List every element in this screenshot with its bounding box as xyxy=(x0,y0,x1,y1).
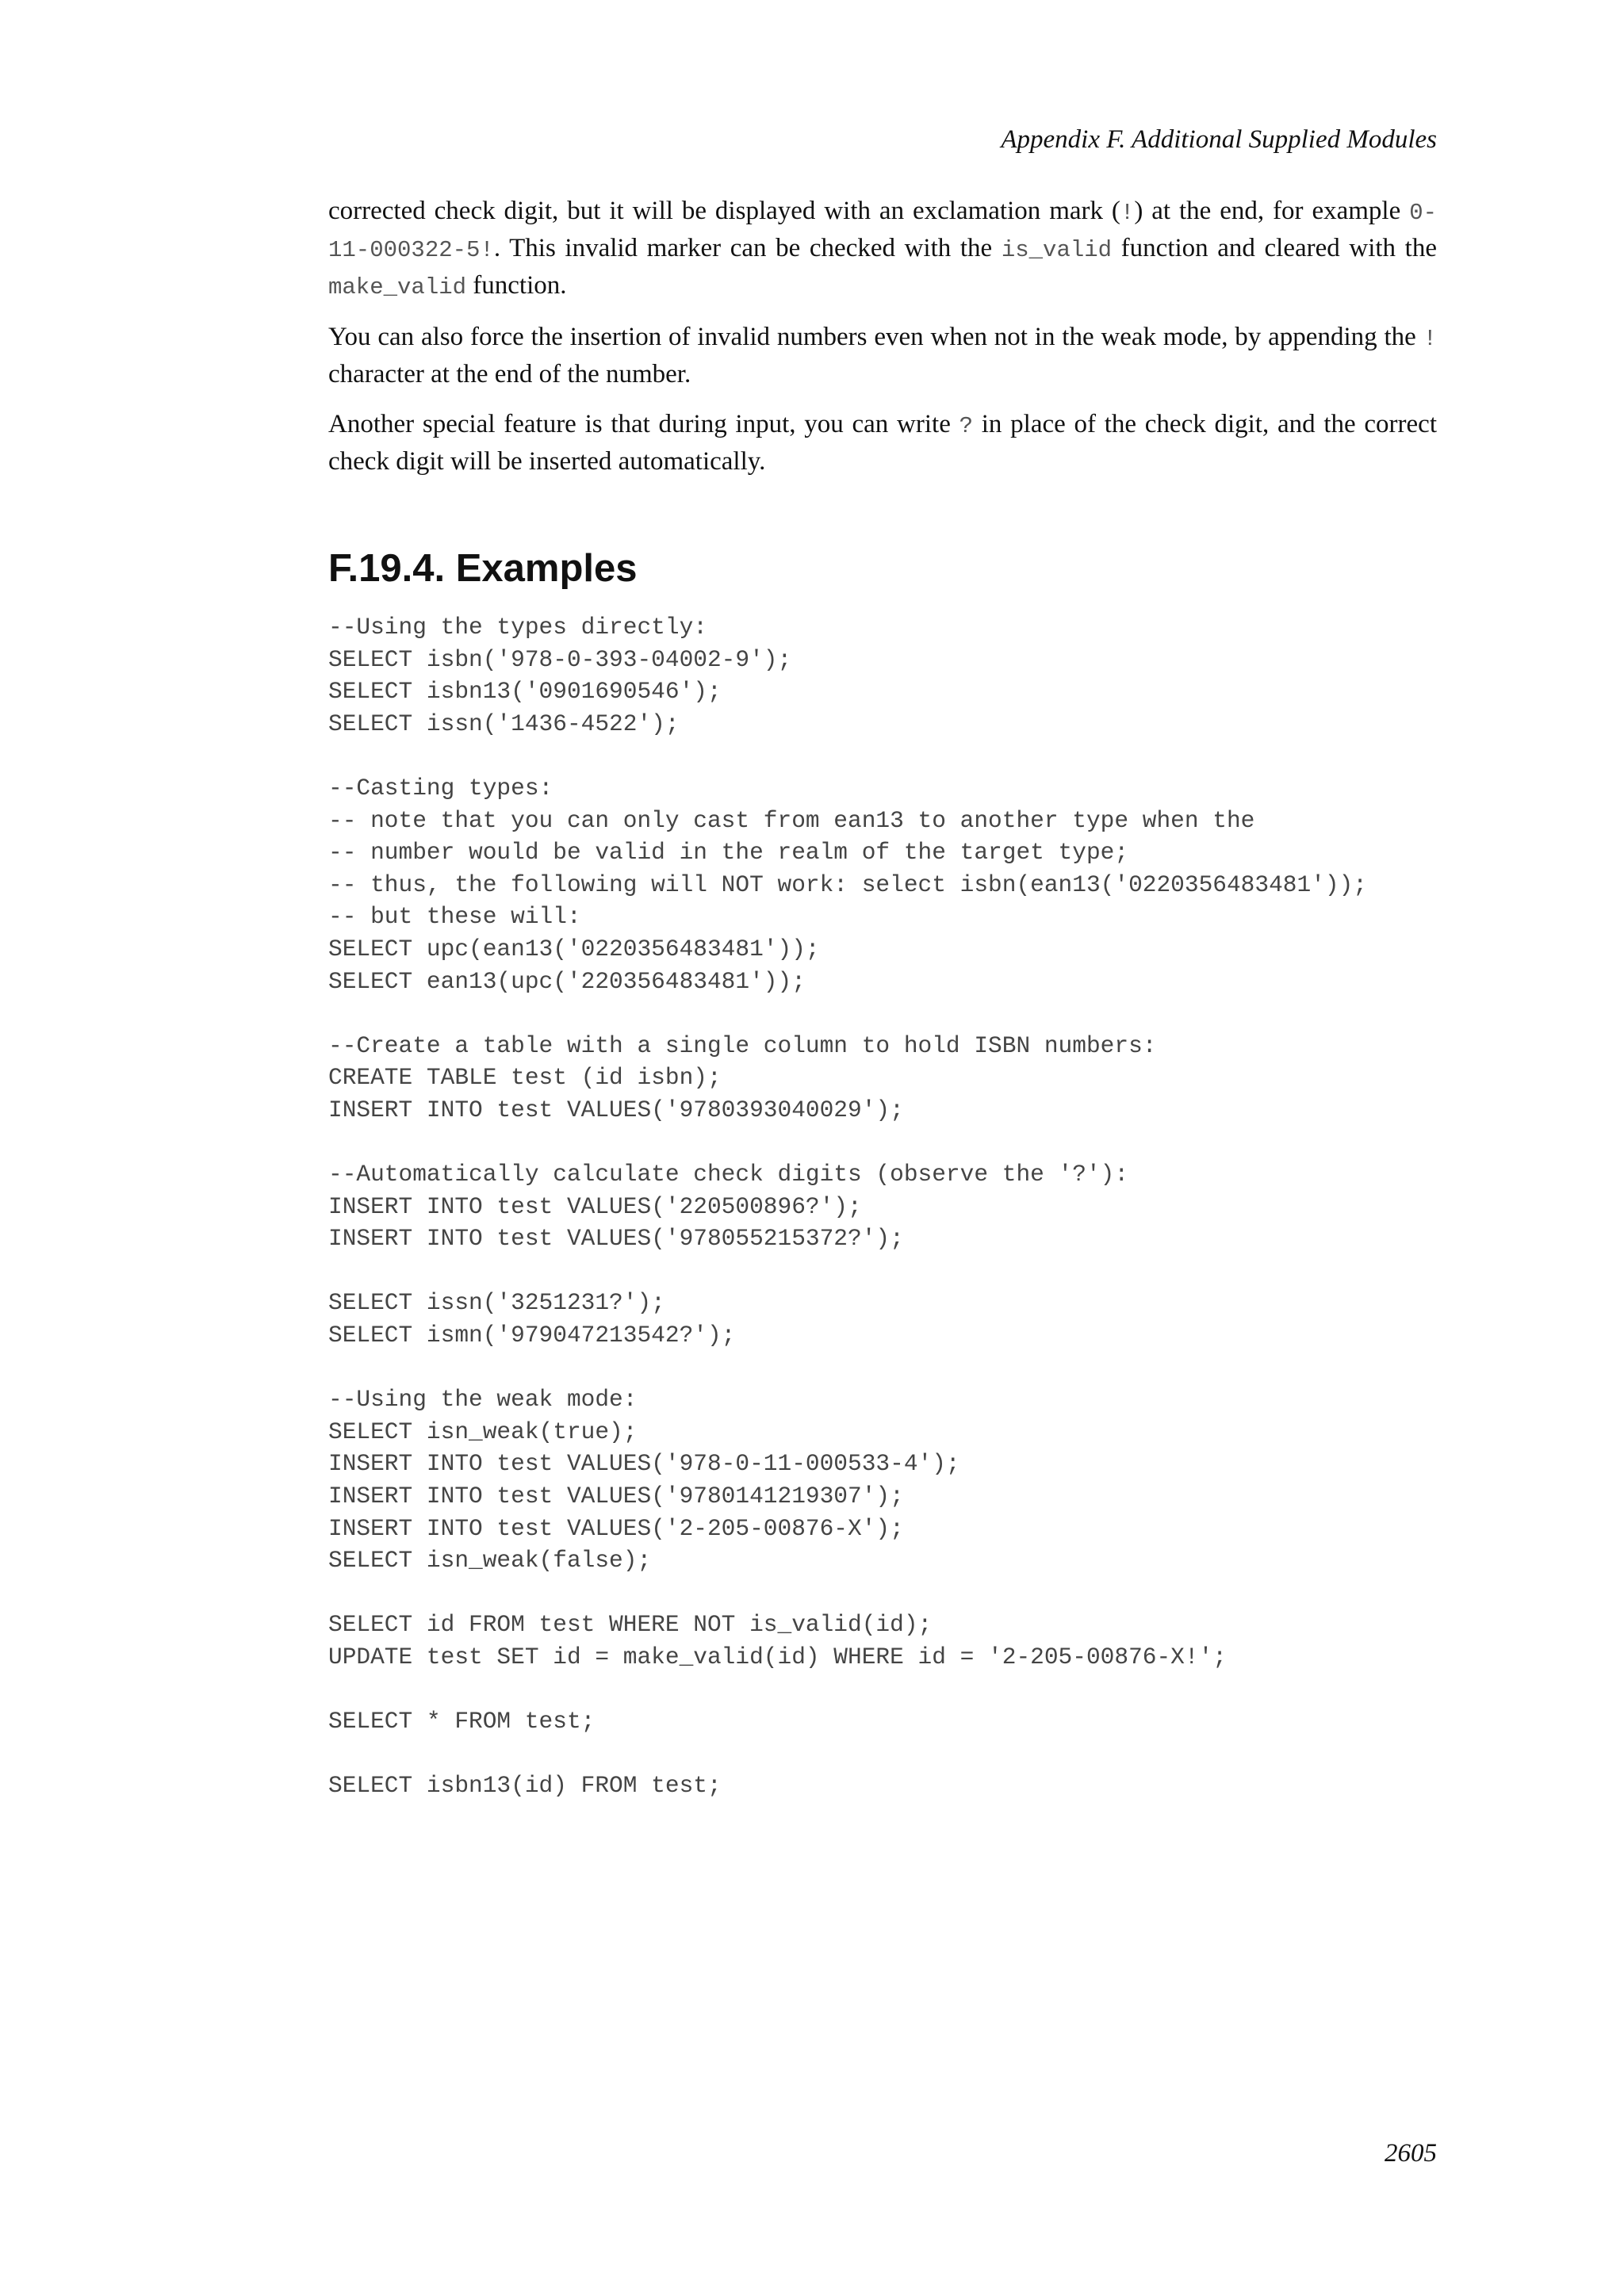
text-segment: ) at the end, for example xyxy=(1134,197,1410,225)
text-segment: function and cleared with the xyxy=(1112,234,1437,262)
text-segment: . This invalid marker can be checked with the xyxy=(493,234,1002,262)
text-segment: You can also force the insertion of invalid numbers even when not in the weak mode, by appending the xyxy=(328,323,1423,351)
text-segment: character at the end of the number. xyxy=(328,360,691,388)
page-content xyxy=(328,193,1437,1802)
section-title: F.19.4. Examples xyxy=(328,547,638,590)
inline-code: ! xyxy=(1423,326,1437,352)
code-line: -- number would be valid in the realm of the target type; xyxy=(328,839,1129,867)
code-line: -- note that you can only cast from ean13 to another type when the xyxy=(328,806,1255,834)
code-line: INSERT INTO test VALUES('2-205-00876-X'); xyxy=(328,1514,904,1542)
code-line: INSERT INTO test VALUES('978-0-11-000533-4'); xyxy=(328,1450,960,1478)
code-blank-line xyxy=(328,1674,1437,1706)
code-line: SELECT ismn('979047213542?'); xyxy=(328,1322,736,1349)
code-blank-line xyxy=(328,1127,1437,1159)
code-line: -- but these will: xyxy=(328,903,581,931)
text-segment: Another special feature is that during input, you can write xyxy=(328,410,959,438)
code-line: SELECT issn('1436-4522'); xyxy=(328,710,680,737)
paragraph-invalid-marker xyxy=(328,193,1437,305)
code-line: SELECT issn('3251231?'); xyxy=(328,1289,665,1317)
code-blank-line xyxy=(328,997,1437,1030)
code-line: SELECT isbn13(id) FROM test; xyxy=(328,1772,722,1800)
code-line: INSERT INTO test VALUES('220500896?'); xyxy=(328,1192,862,1220)
code-line: CREATE TABLE test (id isbn); xyxy=(328,1064,722,1092)
running-header: Appendix F. Additional Supplied Modules xyxy=(1001,125,1437,154)
code-line: SELECT id FROM test WHERE NOT is_valid(id); xyxy=(328,1611,933,1639)
code-line: INSERT INTO test VALUES('9780393040029'); xyxy=(328,1096,904,1123)
code-line: INSERT INTO test VALUES('978055215372?'); xyxy=(328,1225,904,1253)
text-segment: in place of the check digit, and the correct check digit will be inserted automatically. xyxy=(328,410,1437,476)
code-blank-line xyxy=(328,1352,1437,1384)
code-line: -- thus, the following will NOT work: select isbn(ean13('0220356483481')); xyxy=(328,871,1368,898)
code-example-block xyxy=(328,611,1437,1802)
code-blank-line xyxy=(328,740,1437,772)
code-line: INSERT INTO test VALUES('9780141219307'); xyxy=(328,1483,904,1510)
paragraph-check-digit-placeholder xyxy=(328,407,1437,480)
inline-code: ? xyxy=(959,413,973,439)
inline-code: is_valid xyxy=(1001,237,1113,263)
code-line: --Automatically calculate check digits (observe the '?'): xyxy=(328,1161,1129,1188)
inline-code: 0-11-000322-5! xyxy=(328,200,1437,263)
code-line: SELECT ean13(upc('220356483481')); xyxy=(328,967,806,995)
page-number: 2605 xyxy=(1385,2139,1437,2168)
code-line: SELECT isbn('978-0-393-04002-9'); xyxy=(328,645,792,673)
text-segment: function. xyxy=(466,271,567,300)
code-line: SELECT * FROM test; xyxy=(328,1708,596,1735)
code-line: SELECT upc(ean13('0220356483481')); xyxy=(328,935,820,962)
code-line: SELECT isn_weak(false); xyxy=(328,1547,652,1575)
code-line: --Using the types directly: xyxy=(328,614,707,641)
code-blank-line xyxy=(328,1577,1437,1609)
paragraph-force-invalid xyxy=(328,320,1437,392)
code-line: --Create a table with a single column to hold ISBN numbers: xyxy=(328,1031,1157,1059)
code-line: --Using the weak mode: xyxy=(328,1386,638,1414)
code-line: SELECT isbn13('0901690546'); xyxy=(328,678,722,706)
code-line: --Casting types: xyxy=(328,774,553,802)
inline-code: make_valid xyxy=(328,274,467,300)
code-line: UPDATE test SET id = make_valid(id) WHERE id = '2-205-00876-X!'; xyxy=(328,1644,1227,1670)
code-blank-line xyxy=(328,1255,1437,1288)
code-blank-line xyxy=(328,1738,1437,1770)
inline-code: ! xyxy=(1120,200,1135,226)
text-segment: corrected check digit, but it will be displayed with an exclamation mark ( xyxy=(328,197,1120,225)
code-line: SELECT isn_weak(true); xyxy=(328,1418,638,1445)
